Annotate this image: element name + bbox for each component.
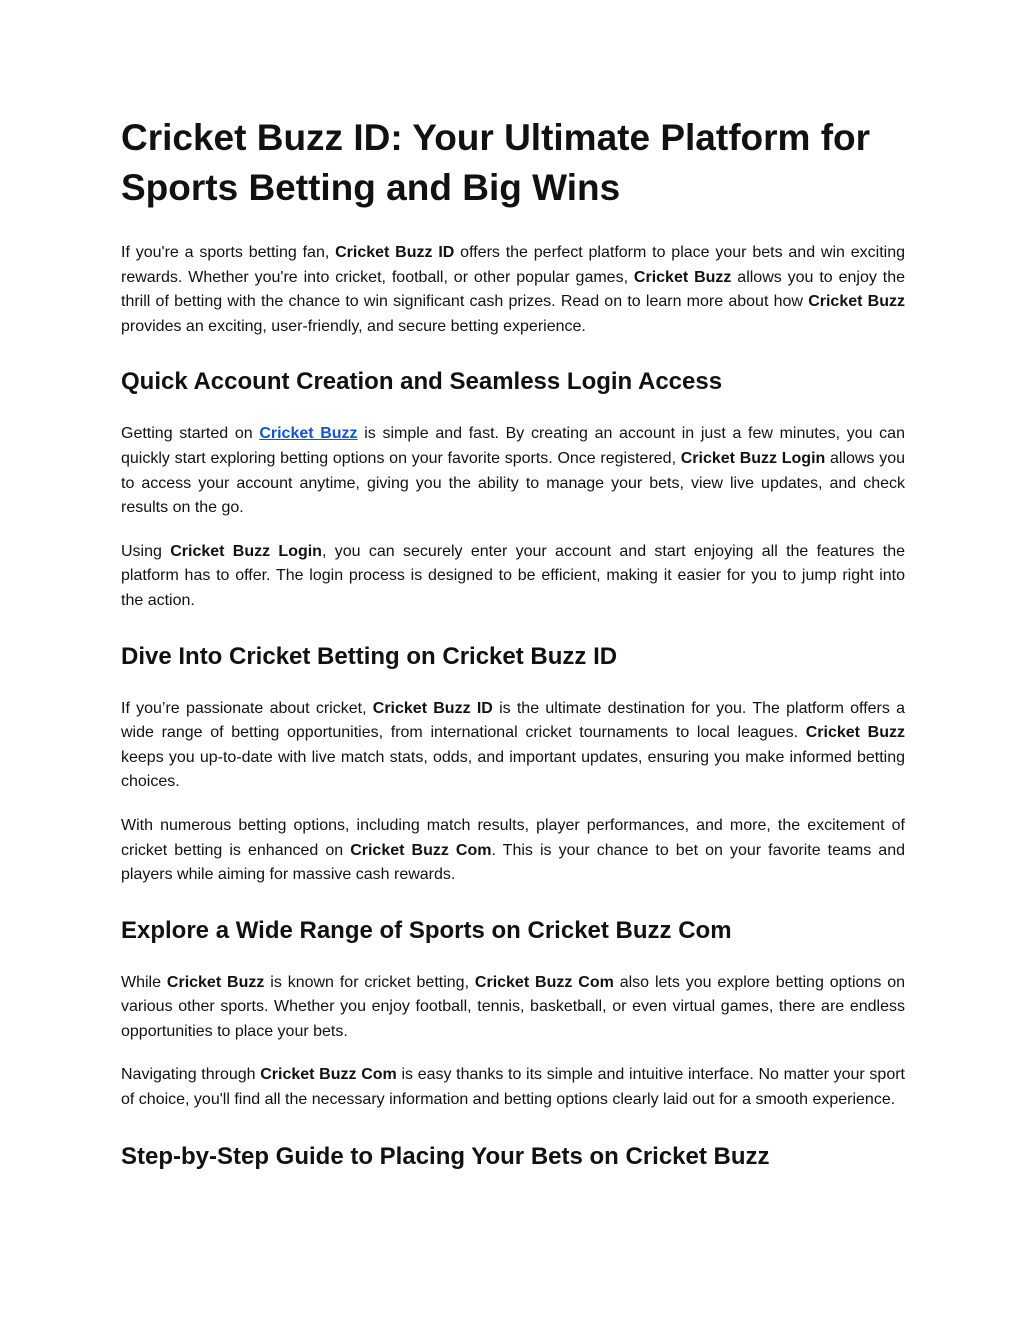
text-run: allows you to enjoy the thrill of betting with the chance to win significant cash prizes. Read on to learn more about how: [121, 268, 905, 311]
account-paragraph: [121, 422, 905, 520]
document-page: [121, 113, 905, 1173]
text-run: , you can securely enter your account and start enjoying all the features the platform has to offer. The login process is designed to be efficient, making it easier for you to jump right into the action.: [121, 542, 905, 609]
text-run: also lets you explore betting options on various other sports. Whether you enjoy football, tennis, basketball, or even virtual games, there are endless opportunities to place your bets.: [121, 973, 906, 1040]
navigation-paragraph: [121, 1063, 905, 1112]
bold-term: Cricket Buzz: [166, 973, 265, 991]
cricket-buzz-link[interactable]: Cricket Buzz: [259, 425, 358, 443]
text-run: . This is your chance to bet on your favorite teams and players while aiming for massive cash rewards.: [121, 841, 905, 884]
bold-term: Cricket Buzz ID: [372, 699, 493, 717]
section-heading-sports: Explore a Wide Range of Sports on Cricket Buzz Com: [121, 916, 732, 944]
text-run: Getting started on: [121, 425, 260, 443]
section-heading-guide: Step-by-Step Guide to Placing Your Bets on Cricket Buzz: [121, 1142, 770, 1170]
text-run: If you're a sports betting fan,: [121, 244, 336, 261]
text-run: With numerous betting options, including match results, player performances, and more, the excitement of cricket betting is enhanced on: [121, 816, 905, 859]
bold-term: Cricket Buzz Com: [474, 973, 614, 991]
login-paragraph: [121, 540, 905, 614]
bold-term: Cricket Buzz Com: [260, 1066, 397, 1084]
bold-term: Cricket Buzz Login: [170, 542, 322, 560]
bold-term: Cricket Buzz: [808, 293, 905, 311]
text-run: is easy thanks to its simple and intuitive interface. No matter your sport of choice, you'll find all the necessary information and betting options clearly laid out for a smooth experience.: [121, 1066, 906, 1109]
text-run: allows you to access your account anytime, giving you the ability to manage your bets, view live updates, and check results on the go.: [121, 449, 905, 517]
text-run: offers the perfect platform to place your bets and win exciting rewards. Whether you're into cricket, football, or other popular games,: [121, 244, 905, 286]
bold-term: Cricket Buzz ID: [335, 244, 455, 261]
text-run: provides an exciting, user-friendly, and secure betting experience.: [121, 317, 586, 335]
text-run: If you’re passionate about cricket,: [121, 699, 373, 717]
text-run: is the ultimate destination for you. The platform offers a wide range of betting opportunities, from international cricket tournaments to local leagues.: [121, 699, 906, 742]
text-run: Using: [121, 542, 171, 560]
section-heading-account: Quick Account Creation and Seamless Login Access: [121, 368, 723, 396]
text-run: keeps you up-to-date with live match stats, odds, and important updates, ensuring you make informed betting choices.: [121, 748, 905, 791]
intro-paragraph: [121, 241, 905, 339]
text-run: is known for cricket betting,: [264, 973, 475, 991]
sports-paragraph: [121, 971, 905, 1045]
section-heading-cricket: Dive Into Cricket Betting on Cricket Buzz ID: [121, 642, 618, 670]
bold-term: Cricket Buzz Login: [680, 449, 826, 467]
cricket-paragraph: [121, 697, 905, 795]
page-title: Cricket Buzz ID: Your Ultimate Platform for Sports Betting and Big Wins: [121, 117, 871, 208]
bold-term: Cricket Buzz: [633, 268, 732, 286]
text-run: Navigating through: [121, 1066, 261, 1084]
bold-term: Cricket Buzz Com: [350, 841, 492, 859]
text-run: is simple and fast. By creating an account in just a few minutes, you can quickly start exploring betting options on your favorite sports. Once registered,: [121, 425, 905, 467]
betting-options-paragraph: [121, 814, 905, 888]
text-run: While: [121, 973, 167, 991]
bold-term: Cricket Buzz: [805, 724, 905, 742]
